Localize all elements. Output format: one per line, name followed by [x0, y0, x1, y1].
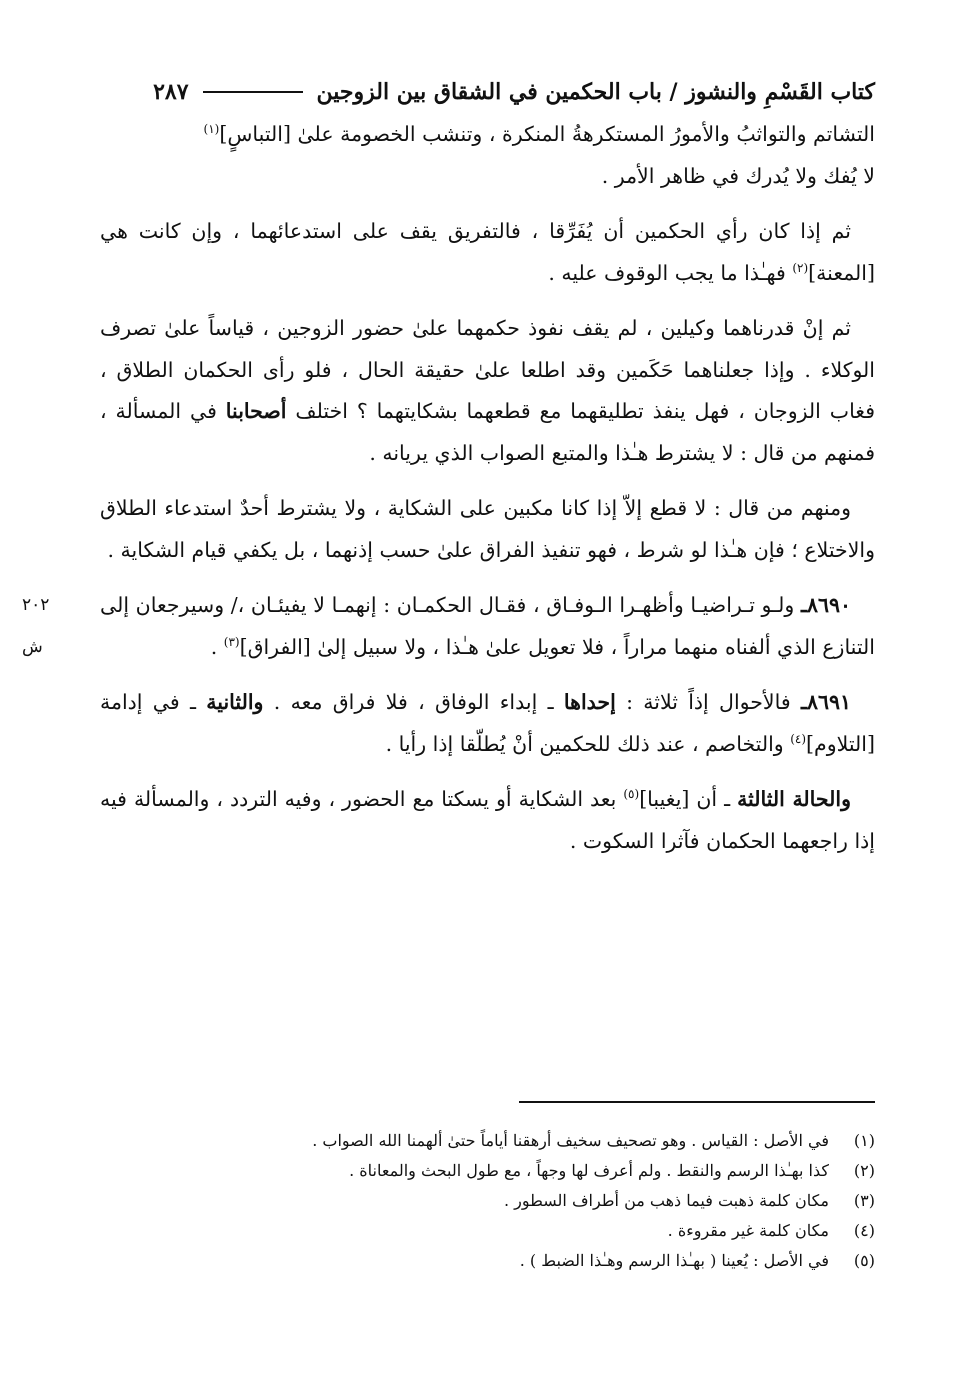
footnote-1-text: في الأصل : القياس . وهو تصحيف سخيف أرهقنا أياماً حتىٰ ألهمنا الله الصواب .	[312, 1131, 829, 1150]
page-body	[22, 70, 875, 862]
paragraph-1-line-1: التشاتم والتواثبُ والأمورُ المستكرهةُ المنكرة ، وتنشب الخصومة علىٰ [التباسٍ]	[219, 122, 875, 146]
footnote-5	[100, 1246, 875, 1276]
footnote-separator	[519, 1101, 875, 1103]
footnote-4-number: (٤)	[853, 1221, 875, 1240]
paragraph-8690-number: ٨٦٩٠ـ	[800, 593, 851, 617]
paragraph-8691-bold-b: والثانية	[206, 690, 264, 714]
footnotes	[100, 1126, 875, 1276]
footnote-5-text: في الأصل : يُعينا ( بهـٰذا الرسم وهـٰذا الضبط ) .	[519, 1251, 829, 1270]
page-number: ٢٨٧	[153, 79, 189, 105]
paragraph-8691-number: ٨٦٩١ـ	[800, 690, 852, 714]
footnote-ref-5: (٥)	[623, 787, 640, 802]
paragraph-1-line-2: لا يُفك ولا يُدرك في ظاهر الأمر .	[601, 163, 875, 188]
paragraph-2	[100, 211, 875, 294]
paragraph-8690-text-a: ولـو تـراضيـا وأظهـرا الـوفـاق ، فقـال الحكمـان : إنهمـا لا يفيئـان ،/ وسيرجعان إلى التنازع الذي ألفناه منهما مراراً ، فلا تعويل علىٰ هـٰذا ، ولا سبيل إلىٰ [الفراق]	[100, 593, 875, 659]
footnote-2	[100, 1156, 875, 1186]
paragraph-8691-text-d: والتخاصم ، عند ذلك للحكمين أنْ يُطلّقا إذا رأيا .	[385, 731, 791, 756]
paragraph-3-text-b: في المسألة ، فمنهم من قال : لا يشترط هـٰذا والمتبع الصواب الذي يريانه .	[100, 399, 875, 465]
paragraph-8690-text-b: .	[210, 634, 224, 659]
header-title: كتاب القَسْمِ والنشوز / باب الحكمين في الشقاق بين الزوجين	[316, 79, 875, 105]
paragraph-8691	[100, 682, 875, 765]
paragraph-1	[100, 114, 875, 197]
paragraph-8691-bold-a: إحداها	[563, 690, 616, 714]
paragraph-3-text-a: ثم إنْ قدرناهما وكيلين ، لم يقف نفوذ حكمهما علىٰ حضور الزوجين ، قياساً علىٰ تصرف الوكلاء . وإذا جعلناهما حَكَمين وقد اطلعا علىٰ حقيقة الحال ، فلو رأى الحكمان الطلاق ، فغاب الزوجان ، فهل ينفذ تطليقهما مع قطعهما بشكايتهما ؟ اختلف	[100, 316, 875, 423]
paragraph-7-text-b: بعد الشكاية أو يسكتا مع الحضور ، وفيه التردد ، والمسألة فيه إذا راجعهما الحكمان فآثرا السكوت .	[100, 787, 875, 853]
footnote-5-number: (٥)	[853, 1251, 875, 1270]
margin-folio-note: ٢٠٢ ش	[22, 595, 50, 657]
footnote-2-number: (٢)	[853, 1161, 875, 1180]
paragraph-8691-text-c: ـ في إدامة [التلاوم]	[100, 690, 875, 756]
footnote-1-number: (١)	[853, 1131, 875, 1150]
footnote-3	[100, 1186, 875, 1216]
footnote-4	[100, 1216, 875, 1246]
paragraph-8691-text-a: فالأحوال إذاً ثلاثة :	[615, 690, 801, 714]
footnote-2-text: كذا بهـٰذا الرسم والنقط . ولم أعرف لها وجهاً ، مع طول البحث والمعاناة .	[349, 1161, 829, 1180]
paragraph-2-text-b: فهـٰذا ما يجب الوقوف عليه .	[548, 260, 793, 285]
footnote-3-text: مكان كلمة ذهبت فيما ذهب من أطراف السطور .	[503, 1191, 829, 1210]
paragraph-8691-text-b: ـ إبداء الوفاق ، فلا فراق معه .	[263, 690, 564, 714]
paragraph-3	[100, 308, 875, 474]
paragraph-4-text: ومنهم من قال : لا قطع إلاّ إذا كانا مكبين على الشكاية ، ولا يشترط أحدٌ استدعاء الطلاق والاختلاع ؛ فإن هـٰذا لو شرط ، فهو تنفيذ الفراق علىٰ حسب إذنهما ، بل يكفي قيام الشكاية .	[100, 496, 875, 562]
footnote-ref-2: (٢)	[792, 260, 809, 275]
paragraph-8690	[22, 585, 875, 668]
footnote-ref-3: (٣)	[223, 634, 240, 649]
footnote-ref-1: (١)	[203, 122, 220, 137]
paragraph-7-bold: والحالة الثالثة	[737, 787, 852, 811]
paragraph-7	[100, 779, 875, 862]
footnote-3-number: (٣)	[853, 1191, 875, 1210]
footnote-4-text: مكان كلمة غير مقروءة .	[667, 1221, 829, 1240]
footnote-1	[100, 1126, 875, 1156]
footnote-ref-4: (٤)	[790, 731, 807, 746]
running-header	[100, 70, 875, 114]
paragraph-7-text-a: ـ أن [يغيبا]	[639, 787, 738, 811]
paragraph-3-bold: أصحابنا	[225, 399, 287, 423]
paragraph-4	[100, 488, 875, 571]
paragraph-2-text-a: ثم إذا كان رأي الحكمين أن يُفَرِّقا ، فالتفريق يقف على استدعائهما ، وإن كانت هي [المعنة]	[100, 219, 875, 285]
header-rule	[203, 91, 303, 93]
